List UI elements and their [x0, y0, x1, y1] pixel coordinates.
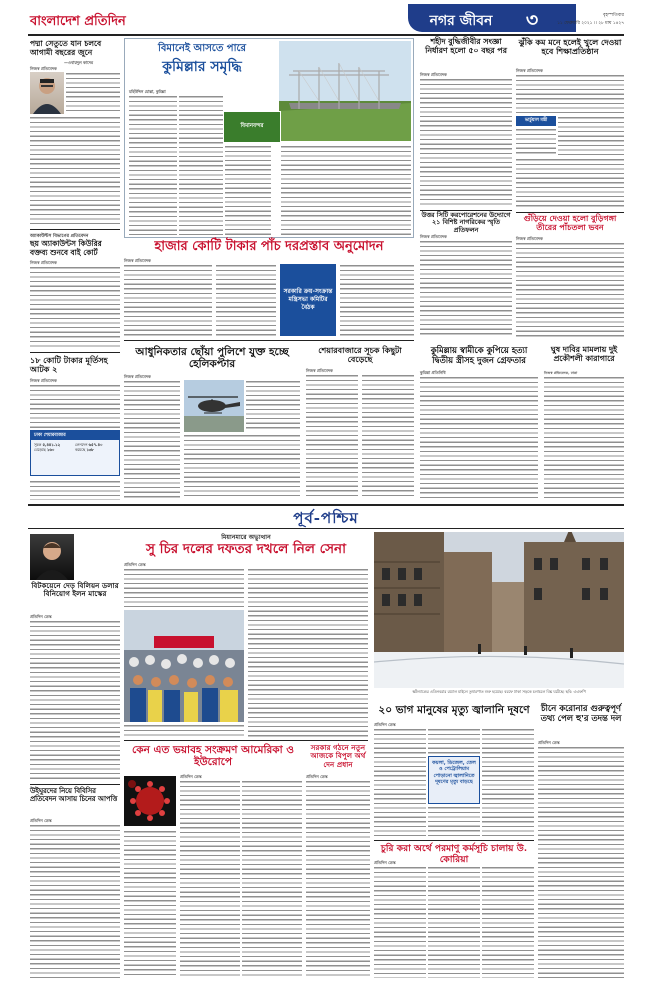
- martyr-headline: শহীদ বুদ্ধিজীবীর সংজ্ঞা নির্ধারণ হলো ৫০ বছর পর: [425, 37, 507, 55]
- airport-body-b: [179, 95, 223, 235]
- myanmar-kicker: মিয়ানমারে অভ্যুত্থান: [221, 534, 271, 541]
- fuel-body-c: [428, 728, 480, 754]
- padma-headline: পদ্মা সেতুতে যান চলবে আগামী বছরের জুনে: [30, 39, 102, 57]
- musk-byline: প্রতিদিন ডেস্ক: [30, 614, 52, 619]
- share-body-b: [362, 374, 414, 496]
- virus-byline: প্রতিদিন ডেস্ক: [180, 774, 202, 779]
- myanmar-body-d: [248, 642, 368, 738]
- market-row: বেড়েছে ১৬০: [34, 447, 55, 452]
- police-byline: নিজস্ব প্রতিবেদক: [124, 374, 151, 379]
- bribe-headline: ঘুষ দাবির মামলায় দুই প্রকৌশলী কারাগারে: [550, 345, 618, 363]
- rule-left-3: [30, 784, 120, 785]
- police-body-c: [246, 380, 300, 432]
- rule-left-2: [30, 352, 120, 353]
- uyghur-headline: উইঘুরদের নিয়ে বিবিসির প্রতিবেদন আসায় চিনের আপত্তি: [30, 787, 118, 803]
- nepal-headline: সরকার গঠনে নতুন আজকে বিপুল অর্থ দেন প্রধান: [310, 743, 366, 769]
- section-title: নগর জীবন: [429, 13, 493, 29]
- flyover-sidebox: সরকারি ক্রয়-সংক্রান্ত মন্ত্রিসভা কমিটির বৈঠক: [280, 264, 336, 336]
- padma-byline: নিজস্ব প্রতিবেদক: [30, 66, 57, 71]
- flyover-body-b: [216, 264, 276, 336]
- martyr-body: [420, 78, 512, 208]
- padma-body-b: [30, 116, 120, 226]
- korea-byline: প্রতিদিন ডেস্ক: [374, 860, 396, 865]
- risk-body-b: [558, 116, 624, 156]
- share-byline: নিজস্ব প্রতিবেদক: [306, 368, 333, 373]
- flyover-byline: নিজস্ব প্রতিবেদক: [124, 258, 151, 263]
- myanmar-body-b: [248, 568, 368, 640]
- paper-logo: বাংলাদেশ প্রতিদিন: [30, 14, 126, 29]
- snow-caption: স্কটল্যান্ডের এডিনবরার রয়্যাল মাইলে তুষারপাত শুরু হয়েছে। বরফে ঢাকা সড়কে চলাচলে বিঘ্ন ঘটেছে। ছবি: এএফপি: [412, 689, 586, 694]
- airport-box: [124, 38, 414, 238]
- uyghur-byline: প্রতিদিন ডেস্ক: [30, 818, 52, 823]
- bribe-byline: নিজস্ব প্রতিবেদক, ঢাকা: [544, 371, 578, 375]
- fuel-headline: ২০ ভাগ মানুষের মৃত্যু জ্বালানি দূষণে: [378, 704, 530, 716]
- nepal-body: [306, 780, 370, 976]
- rule-mid-1: [124, 340, 414, 341]
- sac-headline: ছয় অ্যাকাউন্টস কিউরির বক্তব্য শুনবে বাই কোর্ট: [30, 239, 102, 257]
- market-box: [30, 430, 120, 476]
- musk-headline: বিটকয়েনে দেড় বিলিয়ন ডলার বিনিয়োগ ইলন মাস্কের: [31, 581, 119, 599]
- myanmar-byline: প্রতিদিন ডেস্ক: [124, 562, 146, 567]
- risk-byline: নিজস্ব প্রতিবেদক: [516, 68, 543, 73]
- fuel-body-d: [428, 806, 480, 838]
- flyover-body-a: [124, 264, 212, 336]
- sac-byline: নিজস্ব প্রতিবেদক: [30, 260, 57, 265]
- fuel-body-a: [374, 728, 426, 838]
- elderly-byline: নিজস্ব প্রতিবেদক: [420, 234, 447, 239]
- quader-photo: [30, 72, 64, 114]
- airport-kicker: বিমানেই আসতে পারে: [157, 43, 247, 54]
- nepal-byline: প্রতিদিন ডেস্ক: [306, 774, 328, 779]
- airport-stamp: বিমানবন্দর: [223, 111, 281, 143]
- airport-photo: [279, 41, 411, 141]
- police-headline: আধুনিকতার ছোঁয়া পুলিশে যুক্ত হচ্ছে হেলিকপ্টার: [135, 346, 289, 371]
- market-body: [30, 480, 120, 500]
- share-headline: শেয়ারবাজারে সূচক কিছুটা বেড়েছে: [318, 345, 402, 365]
- page-number: ৩: [525, 9, 539, 31]
- masthead: [28, 4, 624, 32]
- china-headline: চীনে করোনার গুরুত্বপূর্ণ তথ্য পেল হু'র তদন্ত দল: [540, 703, 622, 723]
- corona-box: কয়লা, ডিজেল, তেল ও পেট্রোলিয়াম পোড়ানো জ্বালানিতে দূষণের মৃত্যু বাড়ছে: [428, 756, 480, 804]
- bribe-body: [544, 376, 624, 498]
- masthead-day: বৃহস্পতিবার: [603, 13, 624, 18]
- rule-r-3: [374, 840, 534, 841]
- virus-photo: [124, 776, 176, 826]
- band-rule-bottom: [28, 528, 624, 529]
- market-row: লেনদেন ৬৫৭.৪০: [75, 442, 103, 447]
- elderly-body: [420, 240, 512, 338]
- pitha-byline: নিজস্ব প্রতিবেদক: [30, 378, 57, 383]
- myanmar-body-c: [124, 724, 244, 738]
- musk-body: [30, 620, 120, 780]
- airport-body-d: [281, 145, 411, 235]
- fuel-body-b: [482, 728, 534, 838]
- purba-paschim-title: পূর্ব-পশ্চিম: [293, 509, 359, 527]
- virus-body-b: [242, 780, 302, 976]
- pitha-headline: ১৮ কোটি টাকার মূর্তিসহ আটক ২: [30, 355, 108, 375]
- airport-body-a: [129, 95, 177, 235]
- fuel-byline: প্রতিদিন ডেস্ক: [374, 722, 396, 727]
- market-title: ঢাকা শেয়ারবাজার: [31, 431, 119, 440]
- market-row: সূচক ৫,৪৪১.১২: [34, 442, 61, 447]
- rule-mid-2: [124, 740, 368, 741]
- murder-headline: কুমিল্লায় স্বামীকে কুপিয়ে হত্যা দ্বিতীয় স্ত্রীসহ দুজন গ্রেফতার: [430, 345, 528, 365]
- martyr-byline: নিজস্ব প্রতিবেদক: [420, 72, 447, 77]
- china-body: [538, 746, 624, 978]
- uyghur-body: [30, 824, 120, 980]
- protest-photo: [124, 610, 244, 722]
- masthead-date: ১১ ফেব্রুয়ারি ২০২১ ।। ২৮ মাঘ ১৪২৭: [557, 21, 624, 26]
- police-body-b: [184, 434, 300, 498]
- virus-headline: কেন এত ভয়াবহ সংক্রমণ আমেরিকা ও ইউরোপে: [131, 744, 295, 769]
- murder-body: [420, 376, 538, 498]
- korea-body-c: [482, 866, 534, 978]
- korea-headline: চুরি করা অর্থে পরমাণু কর্মসূচি চালায় উ. কোরিয়া: [380, 843, 528, 865]
- masthead-rule: [28, 34, 624, 36]
- padma-sub: —ওবায়দুল কাদের: [64, 60, 94, 65]
- murder-byline: কুমিল্লা প্রতিনিধি: [420, 370, 446, 375]
- buriganga-byline: নিজস্ব প্রতিবেদক: [516, 236, 543, 241]
- korea-body-b: [428, 866, 480, 978]
- rule-left-1: [30, 229, 120, 230]
- airport-body-c: [225, 145, 271, 235]
- flyover-headline: হাজার কোটি টাকার পাঁচ দরপ্রস্তাব অনুমোদন: [154, 239, 384, 254]
- flyover-body-c: [340, 264, 414, 336]
- myanmar-headline: সু চির দলের দফতর দখলে নিল সেনা: [146, 541, 346, 557]
- airport-byline: মহিউদ্দিন মোল্লা, কুমিল্লা: [129, 89, 166, 94]
- helicopter-photo: [184, 380, 244, 432]
- sac-kicker: অ্যাকাউন্টস বিভাগের প্রতিবেদন: [30, 234, 89, 239]
- snow-photo: [374, 532, 624, 688]
- korea-body-a: [374, 866, 426, 978]
- buriganga-body: [516, 242, 624, 338]
- musk-photo: [30, 534, 74, 580]
- myanmar-body-a: [124, 568, 244, 608]
- pitha-body: [30, 384, 120, 428]
- band-rule-top: [28, 504, 624, 506]
- market-row: কমেছে ১৩৮: [75, 447, 94, 452]
- share-body-a: [306, 374, 358, 496]
- elderly-headline: উত্তর সিটি করপোরেশনের উদ্যোগে ২১ বিশিষ্ট নাগরিকের স্মৃতি প্রতিফলন: [421, 211, 511, 234]
- china-byline: প্রতিদিন ডেস্ক: [538, 740, 560, 745]
- risk-headline: ঝুঁকি কম মনে হলেই খুলে দেওয়া হবে শিক্ষাপ্রতিষ্ঠান: [518, 37, 622, 57]
- virus-body-c: [124, 830, 176, 976]
- risk-body-d: [516, 158, 624, 210]
- buriganga-headline: গুঁড়িয়ে দেওয়া হলো বুড়িগঙ্গা তীরের পাঁচতলা ভবন: [523, 213, 617, 233]
- police-body-a: [124, 380, 180, 498]
- sac-body: [30, 266, 120, 350]
- risk-body-a: [516, 74, 624, 114]
- risk-body-c: [516, 128, 556, 156]
- airport-headline: কুমিল্লার সমৃদ্ধি: [162, 59, 242, 75]
- virus-body-a: [180, 780, 240, 976]
- risk-tag: ভার্চুয়াল মন্ত্রী: [516, 116, 556, 126]
- padma-body-a: [66, 72, 120, 114]
